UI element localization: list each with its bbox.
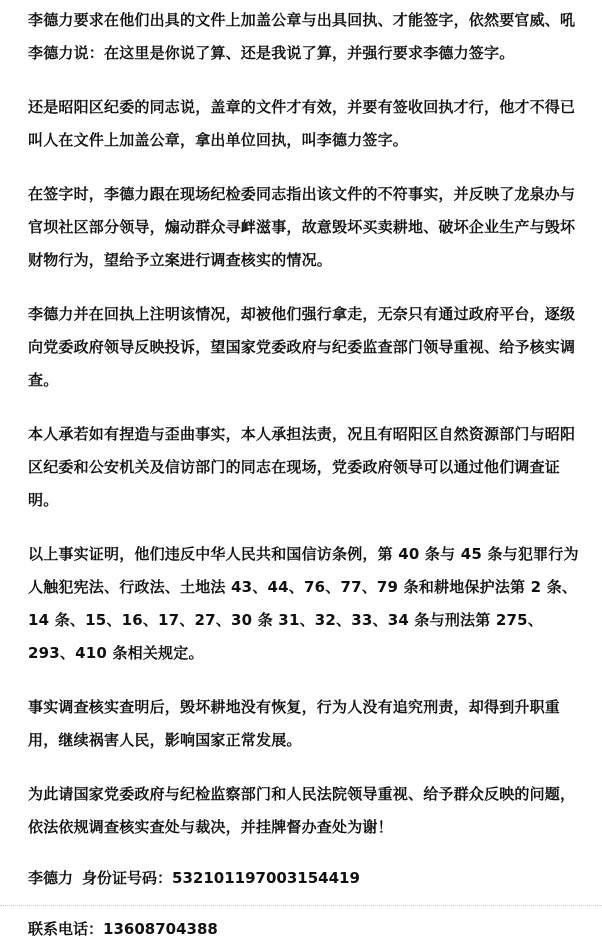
signature-line bbox=[28, 862, 588, 895]
paragraph-2: 还是昭阳区纪委的同志说，盖章的文件才有效，并要有签收回执才行，他才不得已叫人在文件上加盖公章，拿出单位回执，叫李德力签字。 bbox=[28, 98, 576, 149]
phone-label: 联系电话： bbox=[28, 920, 104, 938]
paragraph-6: 以上事实证明，他们违反中华人民共和国信访条例，第 40 条与 45 条与犯罪行为人触犯宪法、行政法、土地法 43、44、76、77、79 条和耕地保护法第 2 条、14 条、15、16、17、27、30 条 31、32、33、34 条与刑法第 275、293、410 条相关规定。 bbox=[28, 545, 579, 662]
id-label: 身份证号码： bbox=[82, 869, 173, 887]
contact-line bbox=[28, 913, 588, 946]
paragraph-3: 在签字时，李德力跟在现场纪检委同志指出该文件的不符事实，并反映了龙泉办与官坝社区部分领导，煽动群众寻衅滋事，故意毁坏买卖耕地、破坏企业生产与毁坏财物行为，望给予立案进行调查核实的情况。 bbox=[28, 185, 576, 269]
paragraph-8: 为此请国家党委政府与纪检监察部门和人民法院领导重视、给予群众反映的问题，依法依规调查核实查处与裁决，并挂牌督办查处为谢！ bbox=[28, 785, 576, 836]
page-bottom-edge bbox=[0, 905, 602, 912]
id-number: 532101197003154419 bbox=[172, 869, 360, 887]
phone-number: 13608704388 bbox=[103, 920, 218, 938]
document-body bbox=[28, 0, 588, 946]
signer-name: 李德力 bbox=[28, 869, 74, 887]
paragraph-4: 李德力并在回执上注明该情况，却被他们强行拿走，无奈只有通过政府平台，逐级向党委政府领导反映投诉，望国家党委政府与纪委监查部门领导重视、给予核实调查。 bbox=[28, 305, 576, 389]
paragraph-5: 本人承若如有捏造与歪曲事实，本人承担法责，况且有昭阳区自然资源部门与昭阳区纪委和公安机关及信访部门的同志在现场，党委政府领导可以通过他们调查证明。 bbox=[28, 425, 576, 509]
paragraph-7: 事实调查核实查明后，毁坏耕地没有恢复，行为人没有追究刑责，却得到升职重用，继续祸害人民，影响国家正常发展。 bbox=[28, 698, 561, 749]
paragraph-1: 李德力要求在他们出具的文件上加盖公章与出具回执、才能签字，依然要官威、吼李德力说：在这里是你说了算、还是我说了算，并强行要求李德力签字。 bbox=[28, 11, 576, 62]
